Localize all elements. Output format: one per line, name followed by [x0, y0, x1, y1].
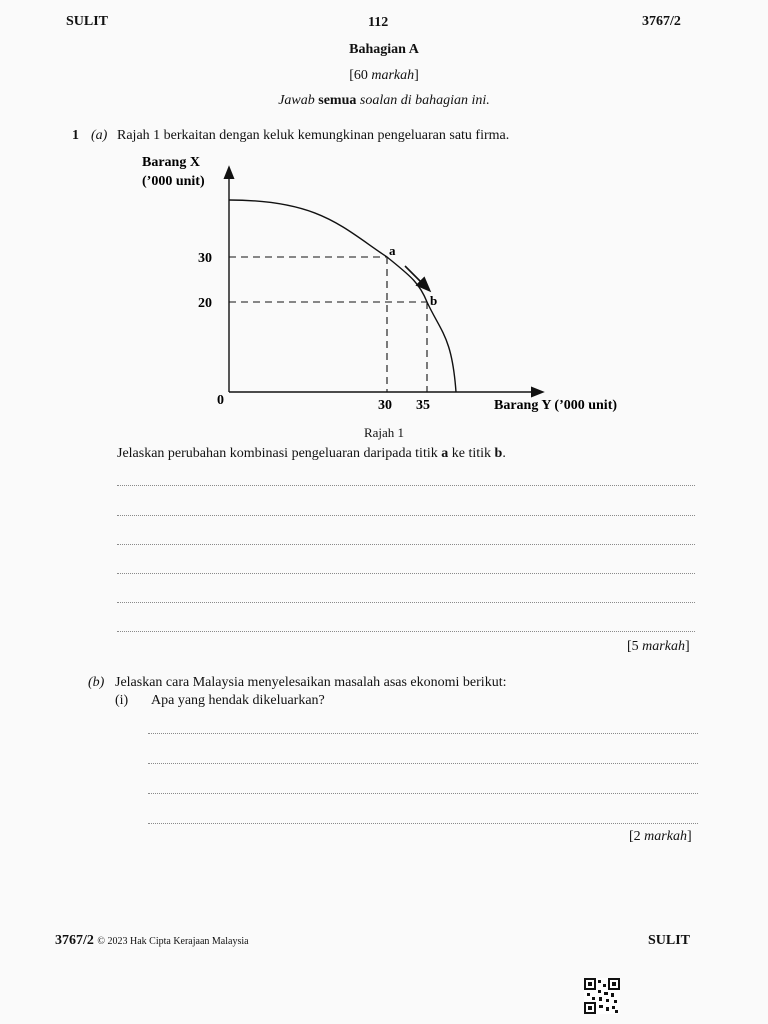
point-a-label: a: [389, 243, 396, 258]
answer-line[interactable]: [117, 631, 695, 632]
answer-line[interactable]: [148, 793, 698, 794]
x-tick-35: 35: [416, 398, 430, 413]
section-marks: [60 markah]: [349, 68, 419, 83]
section-title: Bahagian A: [349, 42, 419, 57]
movement-arrow: [405, 266, 429, 290]
figure-caption: Rajah 1: [363, 425, 405, 440]
answer-line[interactable]: [148, 763, 698, 764]
x-axis-title: Barang Y (’000 unit): [494, 398, 618, 413]
answer-line[interactable]: [117, 544, 695, 545]
part-b-i-text: Apa yang hendak dikeluarkan?: [151, 693, 325, 708]
page-number: 112: [368, 15, 389, 30]
footer-sulit: SULIT: [648, 933, 691, 948]
ppc-chart: [0, 0, 768, 450]
answer-line[interactable]: [148, 823, 698, 824]
qr-code-icon: [584, 978, 620, 1014]
origin-label: 0: [217, 393, 224, 408]
part-b-text: Jelaskan cara Malaysia menyelesaikan masalah asas ekonomi berikut:: [115, 675, 507, 690]
y-axis-title-line2: (’000 unit): [142, 174, 205, 189]
ppc-curve: [229, 200, 456, 392]
header-sulit: SULIT: [66, 14, 109, 29]
y-tick-20: 20: [198, 296, 212, 311]
part-a-marks: [5 markah]: [627, 639, 690, 654]
section-instruction: Jawab semua soalan di bahagian ini.: [278, 93, 490, 108]
answer-line[interactable]: [148, 733, 698, 734]
part-b-i-label: (i): [115, 693, 129, 708]
answer-line[interactable]: [117, 515, 695, 516]
answer-line[interactable]: [117, 602, 695, 603]
answer-line[interactable]: [117, 485, 695, 486]
y-tick-30: 30: [198, 251, 212, 266]
question-number: 1: [72, 128, 79, 143]
part-b-label: (b): [88, 675, 105, 690]
paper-code: 3767/2: [642, 14, 681, 29]
part-a-prompt: Jelaskan perubahan kombinasi pengeluaran daripada titik a ke titik b.: [117, 446, 506, 461]
part-a-text: Rajah 1 berkaitan dengan keluk kemungkinan pengeluaran satu firma.: [117, 128, 510, 143]
x-tick-30: 30: [378, 398, 392, 413]
point-b-label: b: [430, 293, 438, 308]
y-axis-title-line1: Barang X: [142, 155, 200, 170]
part-b-marks: [2 markah]: [629, 829, 692, 844]
answer-line[interactable]: [117, 573, 695, 574]
footer-left: 3767/2 © 2023 Hak Cipta Kerajaan Malaysia: [55, 933, 249, 948]
part-a-label: (a): [91, 128, 108, 143]
